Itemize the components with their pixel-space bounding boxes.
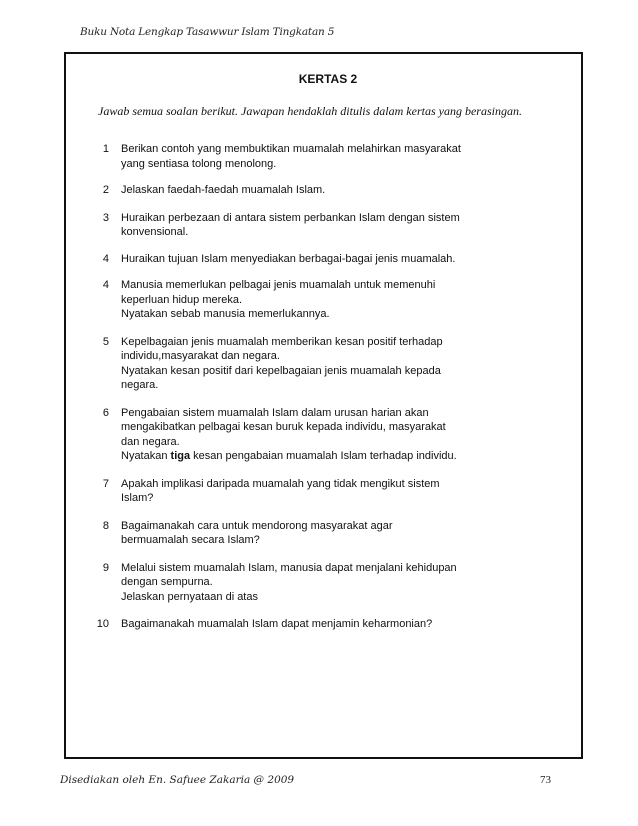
footer-credit: Disediakan oleh En. Safuee Zakaria @ 2009 bbox=[60, 774, 295, 786]
running-header: Buku Nota Lengkap Tasawwur Islam Tingkatan 5 bbox=[80, 26, 335, 38]
paper-title: KERTAS 2 bbox=[298, 72, 358, 86]
question-item bbox=[0, 278, 638, 322]
question-item bbox=[0, 142, 638, 171]
question-item bbox=[0, 617, 638, 632]
question-text bbox=[121, 278, 511, 322]
question-item bbox=[0, 252, 638, 267]
question-line: dan negara. bbox=[121, 435, 180, 448]
question-number: 3 bbox=[102, 211, 109, 224]
question-line: Huraikan perbezaan di antara sistem perbankan Islam dengan sistem bbox=[121, 211, 460, 224]
question-line: Apakah implikasi daripada muamalah yang tidak mengikut sistem bbox=[121, 477, 440, 490]
question-item bbox=[0, 335, 638, 393]
question-number: 2 bbox=[102, 184, 109, 196]
question-number: 7 bbox=[102, 477, 109, 490]
question-line: Bagaimanakah cara untuk mendorong masyarakat agar bbox=[121, 519, 393, 532]
question-line: yang sentiasa tolong menolong. bbox=[121, 157, 277, 170]
question-number: 9 bbox=[102, 561, 109, 574]
question-line: bermuamalah secara Islam? bbox=[121, 534, 260, 546]
question-line: Huraikan tujuan Islam menyediakan berbagai-bagai jenis muamalah. bbox=[121, 252, 456, 265]
question-line: Bagaimanakah muamalah Islam dapat menjamin keharmonian? bbox=[121, 618, 433, 630]
question-line: Nyatakan kesan positif dari kepelbagaian jenis muamalah kepada bbox=[121, 364, 441, 377]
question-line: Nyatakan sebab manusia memerlukannya. bbox=[121, 308, 330, 320]
question-text bbox=[121, 617, 511, 632]
question-item bbox=[0, 561, 638, 605]
question-number: 5 bbox=[102, 335, 109, 348]
question-line: Kepelbagaian jenis muamalah memberikan kesan positif terhadap bbox=[121, 335, 443, 348]
question-number: 8 bbox=[102, 519, 109, 532]
question-text bbox=[121, 335, 511, 393]
question-text bbox=[121, 183, 511, 198]
question-line-text: Nyatakan bbox=[121, 450, 171, 462]
question-line: Jelaskan faedah-faedah muamalah Islam. bbox=[121, 184, 326, 196]
question-line: Berikan contoh yang membuktikan muamalah melahirkan masyarakat bbox=[121, 143, 461, 155]
page-number: 73 bbox=[540, 774, 551, 786]
question-number: 6 bbox=[102, 406, 109, 419]
question-line: Pengabaian sistem muamalah Islam dalam urusan harian akan bbox=[121, 406, 429, 419]
emphasis-word: tiga bbox=[170, 450, 191, 462]
question-line: Manusia memerlukan pelbagai jenis muamalah untuk memenuhi bbox=[121, 279, 436, 291]
question-item bbox=[0, 519, 638, 548]
question-line: keperluan hidup mereka. bbox=[121, 293, 243, 306]
question-number: 4 bbox=[102, 252, 109, 265]
question-line: konvensional. bbox=[121, 226, 189, 238]
question-line: mengakibatkan pelbagai kesan buruk kepada individu, masyarakat bbox=[121, 421, 446, 433]
question-line: individu,masyarakat dan negara. bbox=[121, 350, 280, 362]
question-item bbox=[0, 406, 638, 464]
question-item bbox=[0, 183, 638, 198]
question-line-text: kesan pengabaian muamalah Islam terhadap individu. bbox=[190, 450, 457, 462]
question-list bbox=[0, 142, 638, 632]
question-text bbox=[121, 142, 511, 171]
question-text bbox=[121, 477, 511, 506]
question-line: Islam? bbox=[121, 492, 154, 504]
question-line bbox=[121, 449, 511, 464]
question-line: Melalui sistem muamalah Islam, manusia dapat menjalani kehidupan bbox=[121, 561, 457, 574]
question-line: Jelaskan pernyataan di atas bbox=[121, 590, 258, 603]
question-number: 1 bbox=[102, 143, 109, 155]
question-text bbox=[121, 406, 511, 464]
question-item bbox=[0, 211, 638, 240]
question-line: negara. bbox=[121, 379, 159, 391]
question-number: 4 bbox=[102, 279, 109, 291]
question-text bbox=[121, 252, 511, 267]
question-item bbox=[0, 477, 638, 506]
question-text bbox=[121, 211, 511, 240]
question-text bbox=[121, 561, 511, 605]
question-number: 10 bbox=[96, 618, 109, 630]
paper-instruction: Jawab semua soalan berikut. Jawapan hendaklah ditulis dalam kertas yang berasingan. bbox=[98, 104, 522, 118]
question-line: dengan sempurna. bbox=[121, 576, 213, 588]
question-text bbox=[121, 519, 511, 548]
